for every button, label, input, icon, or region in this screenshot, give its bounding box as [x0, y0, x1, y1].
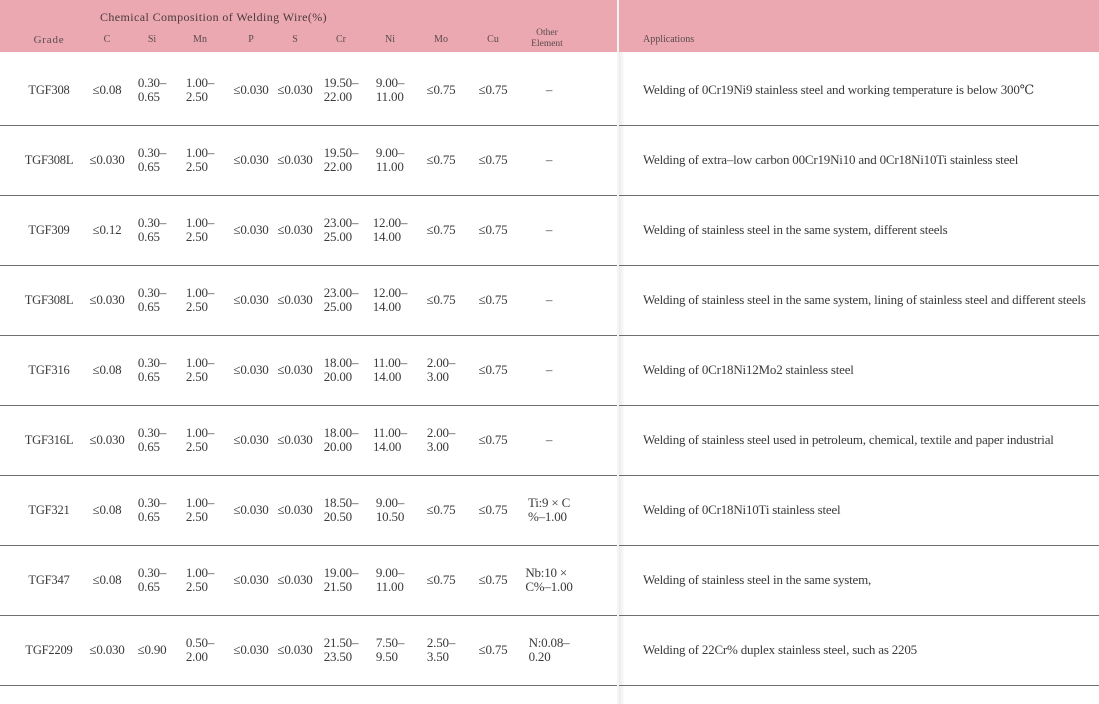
cell-c: ≤0.030 [89, 432, 125, 447]
cell-cu: ≤0.75 [478, 222, 508, 237]
cell-cr: 19.50– 22.00 [323, 145, 359, 174]
cell-mo: 2.50– 3.50 [426, 635, 456, 664]
cell-grade: TGF316L [24, 433, 74, 447]
cell-p: ≤0.030 [233, 292, 269, 307]
cell-si: 0.30– 0.65 [137, 145, 167, 174]
cell-c: ≤0.12 [92, 222, 122, 237]
cell-mn: 1.00– 2.50 [185, 145, 215, 174]
col-header-p: P [248, 34, 254, 45]
cell-cu: ≤0.75 [478, 292, 508, 307]
cell-grade: TGF309 [28, 223, 70, 237]
cell-cr: 23.00– 25.00 [323, 215, 359, 244]
cell-s: ≤0.030 [277, 432, 313, 447]
cell-cr: 19.50– 22.00 [323, 75, 359, 104]
cell-cu: ≤0.75 [478, 502, 508, 517]
cell-application: Welding of 0Cr19Ni9 stainless steel and working temperature is below 300℃ [643, 82, 1034, 97]
cell-grade: TGF316 [28, 363, 70, 377]
table-row [0, 475, 617, 546]
cell-other: Ti:9 × C %–1.00 [527, 495, 571, 524]
cell-cu: ≤0.75 [478, 642, 508, 657]
cell-si: 0.30– 0.65 [137, 495, 167, 524]
application-row [619, 615, 1099, 686]
table-caption: Chemical Composition of Welding Wire(%) [100, 10, 328, 24]
cell-si: 0.30– 0.65 [137, 425, 167, 454]
cell-grade: TGF308L [24, 293, 74, 307]
cell-p: ≤0.030 [233, 362, 269, 377]
cell-ni: 7.50– 9.50 [375, 635, 405, 664]
cell-s: ≤0.030 [277, 642, 313, 657]
cell-application: Welding of stainless steel in the same system, lining of stainless steel and different steels [643, 292, 1086, 307]
cell-cr: 21.50– 23.50 [323, 635, 359, 664]
cell-ni: 9.00– 11.00 [375, 75, 405, 104]
col-header-mn: Mn [193, 34, 207, 45]
col-header-mo: Mo [434, 34, 448, 45]
cell-mo: ≤0.75 [426, 292, 456, 307]
cell-mo: ≤0.75 [426, 572, 456, 587]
cell-other: – [545, 362, 553, 377]
cell-si: 0.30– 0.65 [137, 75, 167, 104]
cell-application: Welding of stainless steel in the same system, different steels [643, 222, 948, 237]
cell-other: N:0.08– 0.20 [528, 635, 570, 664]
cell-p: ≤0.030 [233, 82, 269, 97]
table-row [0, 195, 617, 266]
table-row [0, 545, 617, 616]
application-row [619, 475, 1099, 546]
col-header-s: S [292, 34, 298, 45]
cell-cr: 19.00– 21.50 [323, 565, 359, 594]
cell-mo: 2.00– 3.00 [426, 425, 456, 454]
cell-cu: ≤0.75 [478, 572, 508, 587]
cell-application: Welding of 0Cr18Ni10Ti stainless steel [643, 502, 841, 517]
cell-s: ≤0.030 [277, 362, 313, 377]
cell-c: ≤0.030 [89, 152, 125, 167]
col-header-other-element: Other Element [531, 28, 563, 49]
cell-grade: TGF308 [28, 83, 70, 97]
cell-p: ≤0.030 [233, 432, 269, 447]
composition-header [0, 0, 617, 52]
cell-other: – [545, 152, 553, 167]
cell-cu: ≤0.75 [478, 152, 508, 167]
table-row [0, 615, 617, 686]
cell-s: ≤0.030 [277, 502, 313, 517]
cell-mo: ≤0.75 [426, 82, 456, 97]
table-row [0, 405, 617, 476]
applications-header [619, 0, 1099, 52]
table-row [0, 265, 617, 336]
cell-mn: 1.00– 2.50 [185, 495, 215, 524]
cell-s: ≤0.030 [277, 572, 313, 587]
cell-grade: TGF321 [28, 503, 70, 517]
cell-cr: 18.50– 20.50 [323, 495, 359, 524]
cell-p: ≤0.030 [233, 642, 269, 657]
cell-cr: 18.00– 20.00 [323, 425, 359, 454]
application-row [619, 265, 1099, 336]
application-row [619, 405, 1099, 476]
application-row [619, 55, 1099, 126]
cell-cr: 23.00– 25.00 [323, 285, 359, 314]
col-header-c: C [103, 34, 111, 45]
cell-grade: TGF308L [24, 153, 74, 167]
cell-s: ≤0.030 [277, 222, 313, 237]
cell-s: ≤0.030 [277, 82, 313, 97]
cell-other: Nb:10 × C%–1.00 [525, 565, 573, 594]
cell-other: – [545, 432, 553, 447]
cell-c: ≤0.030 [89, 292, 125, 307]
col-header-grade: Grade [33, 34, 65, 46]
cell-mn: 1.00– 2.50 [185, 355, 215, 384]
cell-c: ≤0.030 [89, 642, 125, 657]
cell-mn: 0.50– 2.00 [185, 635, 215, 664]
cell-cu: ≤0.75 [478, 82, 508, 97]
cell-c: ≤0.08 [92, 572, 122, 587]
cell-ni: 9.00– 11.00 [375, 565, 405, 594]
cell-mo: ≤0.75 [426, 152, 456, 167]
cell-ni: 11.00– 14.00 [372, 425, 408, 454]
cell-p: ≤0.030 [233, 572, 269, 587]
cell-cr: 18.00– 20.00 [323, 355, 359, 384]
cell-si: 0.30– 0.65 [137, 565, 167, 594]
cell-application: Welding of stainless steel in the same system, [643, 572, 872, 587]
application-row [619, 545, 1099, 616]
cell-application: Welding of extra–low carbon 00Cr19Ni10 and 0Cr18Ni10Ti stainless steel [643, 152, 1019, 167]
col-header-cu: Cu [487, 34, 499, 45]
cell-application: Welding of 0Cr18Ni12Mo2 stainless steel [643, 362, 854, 377]
application-row [619, 195, 1099, 266]
application-row [619, 335, 1099, 406]
cell-other: – [545, 82, 553, 97]
cell-si: 0.30– 0.65 [137, 215, 167, 244]
cell-si: ≤0.90 [137, 642, 167, 657]
table-row [0, 335, 617, 406]
cell-grade: TGF2209 [25, 643, 73, 657]
cell-c: ≤0.08 [92, 362, 122, 377]
col-header-ni: Ni [385, 34, 395, 45]
applications-panel [619, 0, 1099, 704]
cell-mo: ≤0.75 [426, 222, 456, 237]
cell-s: ≤0.030 [277, 292, 313, 307]
cell-p: ≤0.030 [233, 502, 269, 517]
cell-si: 0.30– 0.65 [137, 285, 167, 314]
cell-mo: ≤0.75 [426, 502, 456, 517]
cell-application: Welding of 22Cr% duplex stainless steel, such as 2205 [643, 642, 917, 657]
cell-ni: 12.00– 14.00 [372, 285, 408, 314]
application-row [619, 125, 1099, 196]
cell-cu: ≤0.75 [478, 362, 508, 377]
cell-mn: 1.00– 2.50 [185, 285, 215, 314]
cell-c: ≤0.08 [92, 82, 122, 97]
cell-c: ≤0.08 [92, 502, 122, 517]
cell-si: 0.30– 0.65 [137, 355, 167, 384]
cell-other: – [545, 292, 553, 307]
cell-mn: 1.00– 2.50 [185, 565, 215, 594]
cell-grade: TGF347 [28, 573, 70, 587]
table-row [0, 55, 617, 126]
cell-mo: 2.00– 3.00 [426, 355, 456, 384]
cell-p: ≤0.030 [233, 222, 269, 237]
cell-other: – [545, 222, 553, 237]
cell-ni: 12.00– 14.00 [372, 215, 408, 244]
cell-mn: 1.00– 2.50 [185, 215, 215, 244]
col-header-applications: Applications [643, 34, 695, 45]
cell-ni: 11.00– 14.00 [372, 355, 408, 384]
table-row [0, 125, 617, 196]
cell-cu: ≤0.75 [478, 432, 508, 447]
col-header-si: Si [147, 34, 157, 45]
cell-p: ≤0.030 [233, 152, 269, 167]
cell-s: ≤0.030 [277, 152, 313, 167]
cell-mn: 1.00– 2.50 [185, 75, 215, 104]
cell-application: Welding of stainless steel used in petroleum, chemical, textile and paper industrial [643, 432, 1054, 447]
cell-mn: 1.00– 2.50 [185, 425, 215, 454]
cell-ni: 9.00– 11.00 [375, 145, 405, 174]
cell-ni: 9.00– 10.50 [375, 495, 405, 524]
col-header-cr: Cr [336, 34, 346, 45]
